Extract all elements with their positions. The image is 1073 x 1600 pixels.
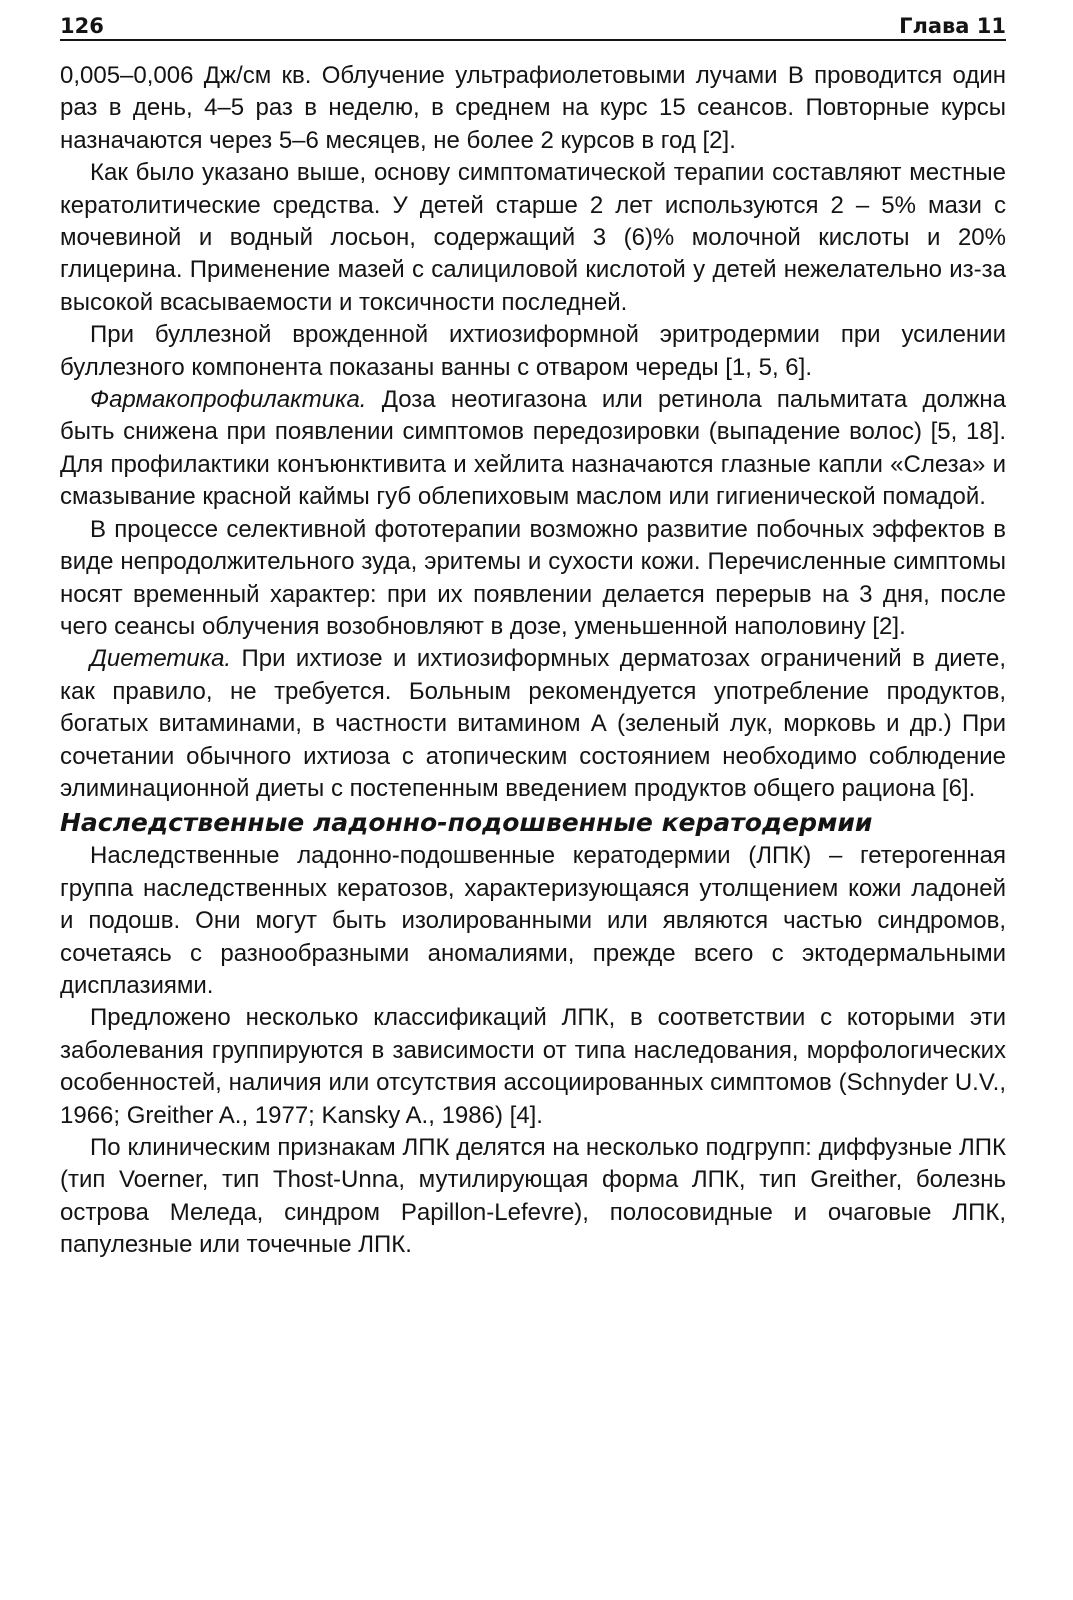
paragraph-uv-dosage: 0,005–0,006 Дж/см кв. Облучение ультрафиолетовыми лучами В проводится один раз в день, 4–5 раз в неделю, в среднем на курс 15 сеансов. Повторные курсы назначаются через 5–6 месяцев, не более 2 курсов в год [2]. bbox=[60, 62, 1006, 154]
paragraph-pharmacoprophylaxis: Фармакопрофилактика. Доза неотигазона или ретинола пальмитата должна быть снижена при появлении симптомов передозировки (выпадение волос) [5, 18]. Для профилактики конъюнктивита и хейлита назначаются глазные капли «Слеза» и смазывание красной каймы губ облепиховым маслом или гигиенической помадой. bbox=[60, 386, 1006, 511]
book-page bbox=[60, 8, 1006, 1262]
paragraph-lpk-classification: Предложено несколько классификаций ЛПК, в соответствии с которыми эти заболевания группируются в зависимости от типа наследования, морфологических особенностей, наличия или отсутствия ассоциированных симптомов (Schnyder U.V., 1966; Greither A., 1977; Kansky A., 1986) [4]. bbox=[60, 1004, 1006, 1129]
section-heading: Наследственные ладонно-подошвенные кератодермии bbox=[60, 808, 873, 838]
page-number: 126 bbox=[60, 14, 104, 38]
paragraph-phototherapy-side-effects: В процессе селективной фототерапии возможно развитие побочных эффектов в виде непродолжительного зуда, эритемы и сухости кожи. Перечисленные симптомы носят временный характер: при их появлении делается перерыв на 3 дня, после чего сеансы облучения возобновляют в дозе, уменьшенной наполовину [2]. bbox=[60, 515, 1006, 640]
paragraph-keratolytics: Как было указано выше, основу симптоматической терапии составляют местные кератолитические средства. У детей старше 2 лет используются 2 – 5% мази с мочевиной и водный лосьон, содержащий 3 (6)% молочной кислоты и 20% глицерина. Применение мазей с салициловой кислотой у детей нежелательно из-за высокой всасываемости и токсичности последней. bbox=[60, 159, 1006, 316]
paragraph-lead-dietetics: Диететика. bbox=[90, 645, 232, 673]
paragraph-lpk-subgroups: По клиническим признакам ЛПК делятся на несколько подгрупп: диффузные ЛПК (тип Voerner, тип Thost-Unna, мутилирующая форма ЛПК, тип Greither, болезнь острова Меледа, синдром Papillon-Lefevre), полосовидные и очаговые ЛПК, папулезные или точечные ЛПК. bbox=[60, 1134, 1006, 1259]
paragraph-dietetics: Диететика. При ихтиозе и ихтиозиформных дерматозах ограничений в диете, как правило, не требуется. Больным рекомендуется употребление продуктов, богатых витаминами, в частности витамином А (зеленый лук, морковь и др.) При сочетании обычного ихтиоза с атопическим состоянием необходимо соблюдение элиминационной диеты с постепенным введением продуктов общего рациона [6]. bbox=[60, 645, 1006, 802]
paragraph-lead-pharmacoprophylaxis: Фармакопрофилактика. bbox=[90, 386, 367, 414]
paragraph-bullous-erythroderma: При буллезной врожденной ихтиозиформной эритродермии при усилении буллезного компонента показаны ванны с отваром череды [1, 5, 6]. bbox=[60, 321, 1006, 381]
paragraph-lpk-definition: Наследственные ладонно-подошвенные кератодермии (ЛПК) – гетерогенная группа наследственных кератозов, характеризующаяся утолщением кожи ладоней и подошв. Они могут быть изолированными или являются частью синдромов, сочетаясь с разнообразными аномалиями, прежде всего с эктодермальными дисплазиями. bbox=[60, 842, 1006, 999]
chapter-label: Глава 11 bbox=[899, 14, 1006, 38]
page-body bbox=[60, 60, 1006, 1262]
running-head bbox=[60, 8, 1006, 41]
